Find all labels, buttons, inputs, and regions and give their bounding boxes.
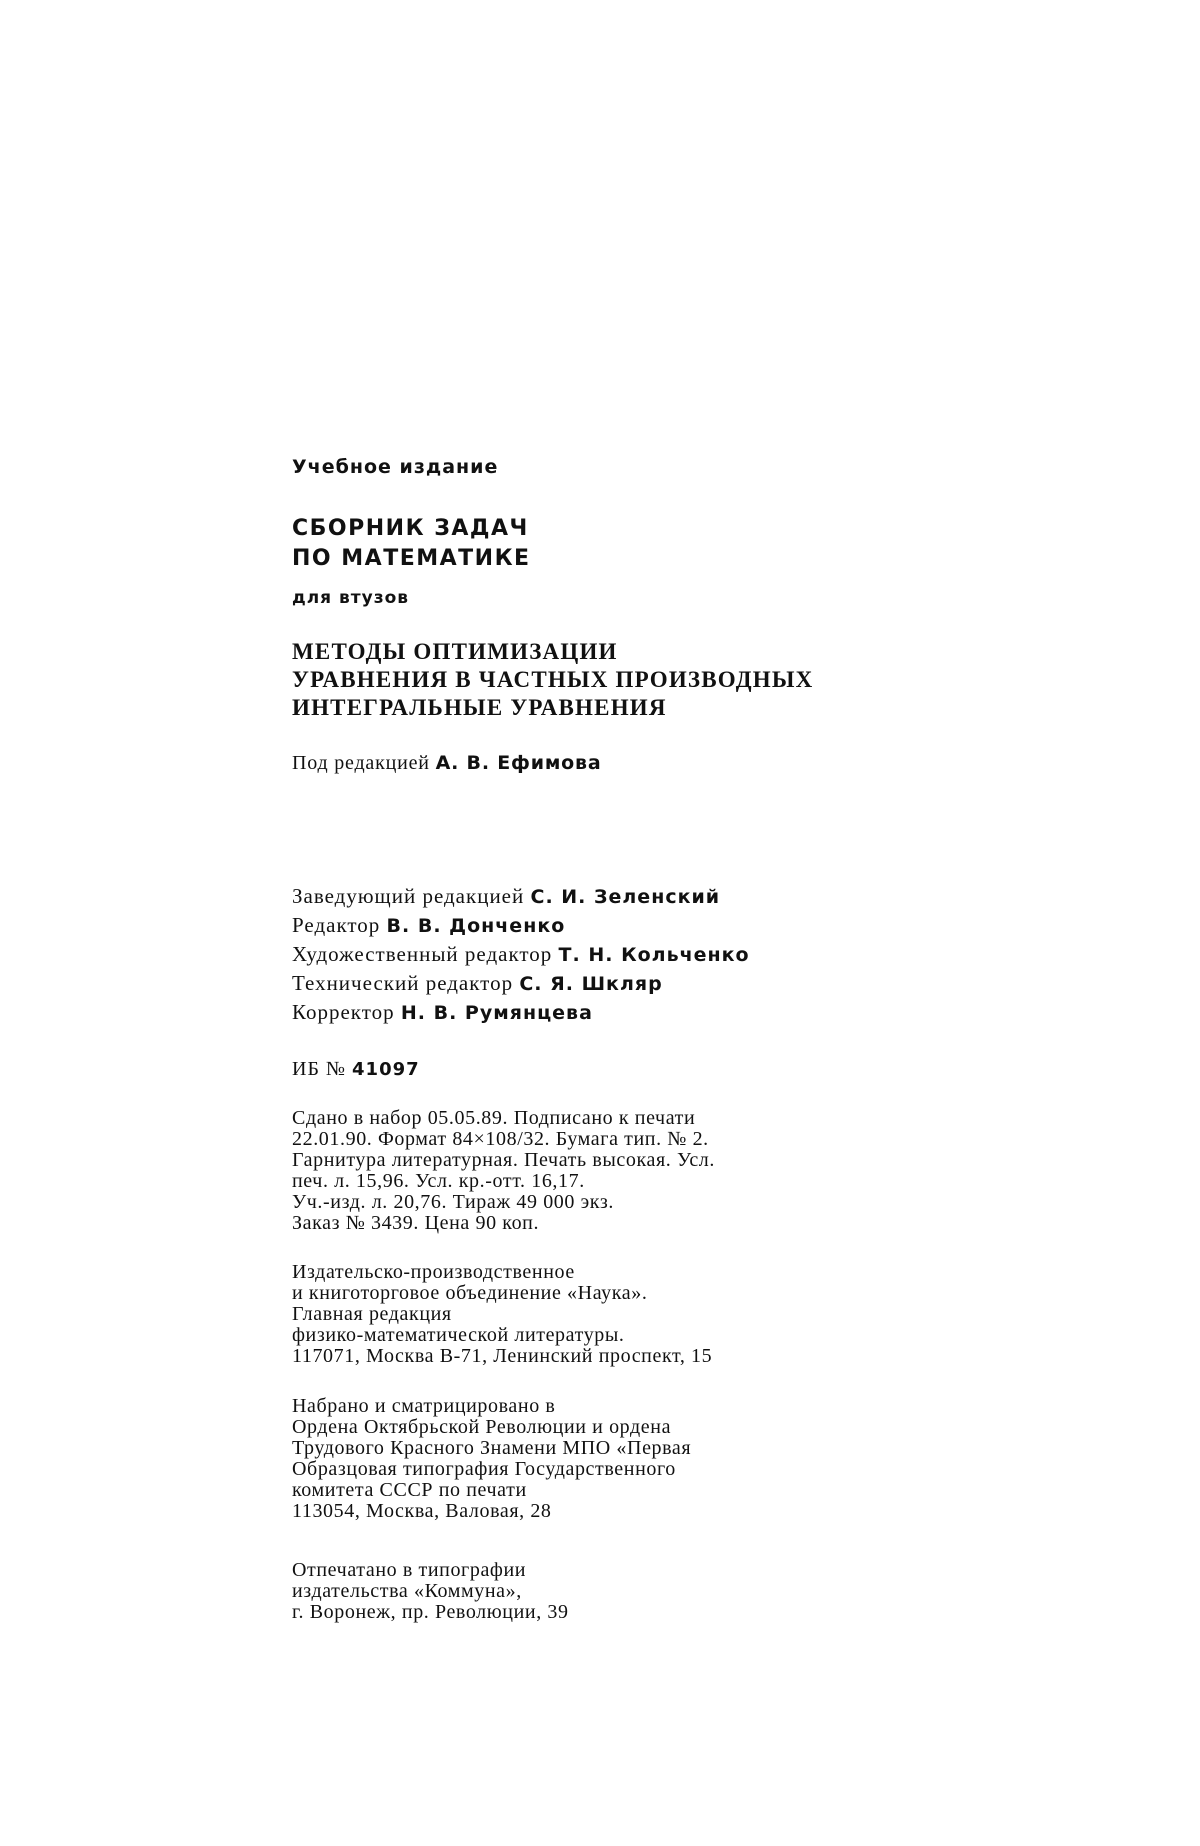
publisher-line: Издательско-производственное xyxy=(292,1261,575,1283)
print-info-line: Заказ № 3439. Цена 90 коп. xyxy=(292,1212,540,1234)
print-info-line: печ. л. 15,96. Усл. кр.-отт. 16,17. xyxy=(292,1170,585,1192)
publisher-line: 117071, Москва В-71, Ленинский проспект, 15 xyxy=(292,1345,713,1367)
typography-line: Трудового Красного Знамени МПО «Первая xyxy=(292,1437,692,1459)
typography-line: Ордена Октябрьской Революции и ордена xyxy=(292,1416,672,1438)
printed-by-line: Отпечатано в типографии xyxy=(292,1559,527,1581)
subtitle-line: ИНТЕГРАЛЬНЫЕ УРАВНЕНИЯ xyxy=(292,695,667,720)
editor-prefix: Под редакцией xyxy=(292,752,430,774)
staff-list xyxy=(292,882,1152,1027)
audience-label: для втузов xyxy=(292,588,410,608)
print-info-line: Уч.-изд. л. 20,76. Тираж 49 000 экз. xyxy=(292,1191,614,1213)
printed-by-block xyxy=(292,1560,1152,1623)
typography-line: комитета СССР по печати xyxy=(292,1479,527,1501)
series-label: Учебное издание xyxy=(292,456,499,478)
staff-role: Редактор xyxy=(292,913,381,937)
staff-item xyxy=(292,940,1152,969)
subtitle-block xyxy=(292,638,1152,722)
publisher-line: и книготорговое объединение «Наука». xyxy=(292,1282,648,1304)
publisher-block xyxy=(292,1262,1152,1367)
staff-name: С. И. Зеленский xyxy=(530,886,721,908)
staff-role: Заведующий редакцией xyxy=(292,884,525,908)
staff-role: Художественный редактор xyxy=(292,942,553,966)
staff-role: Технический редактор xyxy=(292,971,514,995)
typography-block xyxy=(292,1396,1152,1522)
publisher-line: физико-математической литературы. xyxy=(292,1324,625,1346)
typography-line: Образцовая типография Государственного xyxy=(292,1458,676,1480)
book-title xyxy=(292,514,1152,574)
ib-number-line xyxy=(292,1058,1152,1081)
print-info-line: Сдано в набор 05.05.89. Подписано к печати xyxy=(292,1107,696,1129)
printed-by-line: издательства «Коммуна», xyxy=(292,1580,522,1602)
book-title-line: СБОРНИК ЗАДАЧ xyxy=(292,516,529,541)
book-title-line: ПО МАТЕМАТИКЕ xyxy=(292,546,531,571)
ib-number: 41097 xyxy=(352,1059,420,1080)
editor-name: А. В. Ефимова xyxy=(435,752,602,774)
publisher-line: Главная редакция xyxy=(292,1303,452,1325)
staff-item xyxy=(292,969,1152,998)
staff-item xyxy=(292,882,1152,911)
typography-line: Набрано и сматрицировано в xyxy=(292,1395,556,1417)
staff-name: Т. Н. Кольченко xyxy=(558,944,750,966)
staff-item xyxy=(292,998,1152,1027)
print-info-line: 22.01.90. Формат 84×108/32. Бумага тип. № 2. xyxy=(292,1128,709,1150)
ib-label: ИБ № xyxy=(292,1058,347,1080)
staff-name: В. В. Донченко xyxy=(386,915,566,937)
print-info-block xyxy=(292,1108,1152,1234)
typography-line: 113054, Москва, Валовая, 28 xyxy=(292,1500,552,1522)
print-info-line: Гарнитура литературная. Печать высокая. Усл. xyxy=(292,1149,715,1171)
subtitle-line: УРАВНЕНИЯ В ЧАСТНЫХ ПРОИЗВОДНЫХ xyxy=(292,667,814,692)
subtitle-line: МЕТОДЫ ОПТИМИЗАЦИИ xyxy=(292,639,618,664)
staff-item xyxy=(292,911,1152,940)
editor-credit xyxy=(292,752,1152,775)
staff-name: Н. В. Румянцева xyxy=(400,1002,593,1024)
printed-by-line: г. Воронеж, пр. Революции, 39 xyxy=(292,1601,569,1623)
staff-role: Корректор xyxy=(292,1000,395,1024)
staff-name: С. Я. Шкляр xyxy=(519,973,663,995)
